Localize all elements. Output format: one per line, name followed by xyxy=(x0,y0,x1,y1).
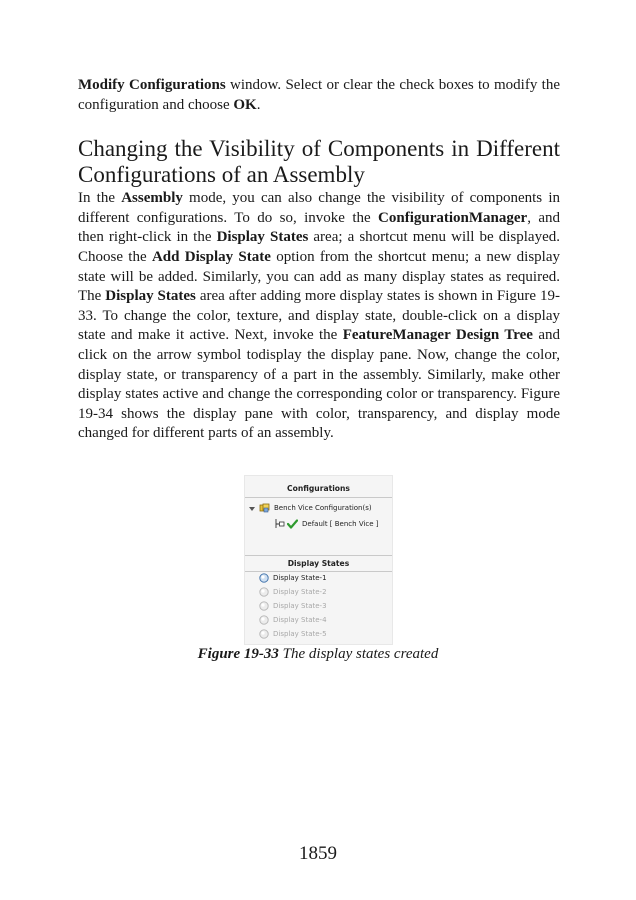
bold-ok: OK xyxy=(233,96,257,113)
divider xyxy=(245,497,392,498)
bold-configurationmanager: ConfigurationManager xyxy=(378,209,528,226)
page-number: 1859 xyxy=(299,843,337,864)
config-root-label: Bench Vice Configuration(s) xyxy=(274,504,372,512)
section-paragraph xyxy=(78,189,560,444)
configurations-header: Configurations xyxy=(287,484,350,493)
caption-text: The display states created xyxy=(278,646,439,662)
bold-featuremanager-design-tree: FeatureManager Design Tree xyxy=(342,327,533,344)
display-state-item-2[interactable] xyxy=(259,587,327,597)
config-default-label: Default [ Bench Vice ] xyxy=(302,520,379,528)
bold-display-states-2: Display States xyxy=(105,288,196,305)
display-state-item-4[interactable] xyxy=(259,615,327,625)
config-default-item[interactable] xyxy=(275,519,379,529)
display-state-label: Display State-1 xyxy=(273,574,327,582)
intro-text-2: . xyxy=(256,96,261,113)
text-run: area after adding more display states is shown in Figure 19-33. To change the color, texture, and display state, double-click on a display state and make it active. Next, invoke the xyxy=(78,288,560,344)
text-run: mode, you can also change the visibility of components in different configurations. To do so, invoke the xyxy=(78,190,560,226)
page-body xyxy=(78,76,560,444)
intro-paragraph xyxy=(78,76,560,115)
display-state-item-5[interactable] xyxy=(259,629,327,639)
checkmark-icon xyxy=(287,519,298,529)
config-root-item[interactable] xyxy=(259,503,372,513)
text-run: In the xyxy=(78,190,122,207)
display-state-label: Display State-4 xyxy=(273,616,327,624)
display-state-item-3[interactable] xyxy=(259,601,327,611)
display-state-icon xyxy=(259,587,269,597)
text-run: and click on the arrow symbol todisplay the display pane. Now, change the color, display state, or transparency of a part in the assembly. Similarly, make other display states active and change the corresponding color or transparency. Figure 19-34 shows the display pane with color, transparency, and display mode changed for different parts of an assembly. xyxy=(78,327,560,442)
display-state-active-icon xyxy=(259,573,269,583)
bold-add-display-state: Add Display State xyxy=(151,248,271,265)
figure-configuration-manager xyxy=(244,475,393,645)
display-state-label: Display State-2 xyxy=(273,588,327,596)
display-state-label: Display State-5 xyxy=(273,630,327,638)
bold-modify-configurations: Modify Configurations xyxy=(78,77,226,93)
bold-assembly: Assembly xyxy=(121,190,183,207)
display-state-icon xyxy=(259,601,269,611)
text-run: , and then right-click in the xyxy=(78,209,560,246)
figure-caption xyxy=(0,646,636,663)
divider xyxy=(245,555,392,556)
caption-label: Figure 19-33 xyxy=(197,646,279,662)
expand-arrow-icon[interactable] xyxy=(249,507,255,511)
display-states-header: Display States xyxy=(287,559,350,568)
display-state-item-1[interactable] xyxy=(259,573,327,583)
section-heading: Changing the Visibility of Components in Different Configurations of an Assembly xyxy=(78,136,560,188)
bold-display-states: Display States xyxy=(216,229,309,246)
display-state-icon xyxy=(259,615,269,625)
display-state-icon xyxy=(259,629,269,639)
text-run: area; a shortcut menu will be displayed. Choose the xyxy=(78,229,560,265)
assembly-icon xyxy=(259,503,270,513)
display-state-label: Display State-3 xyxy=(273,602,327,610)
text-run: option from the shortcut menu; a new display state will be added. Similarly, you can add as many display states as required. The xyxy=(78,248,561,305)
intro-text-1: window. Select or clear the check boxes to modify the configuration and choose xyxy=(78,77,561,113)
divider xyxy=(245,571,392,572)
configuration-icon xyxy=(275,519,285,529)
